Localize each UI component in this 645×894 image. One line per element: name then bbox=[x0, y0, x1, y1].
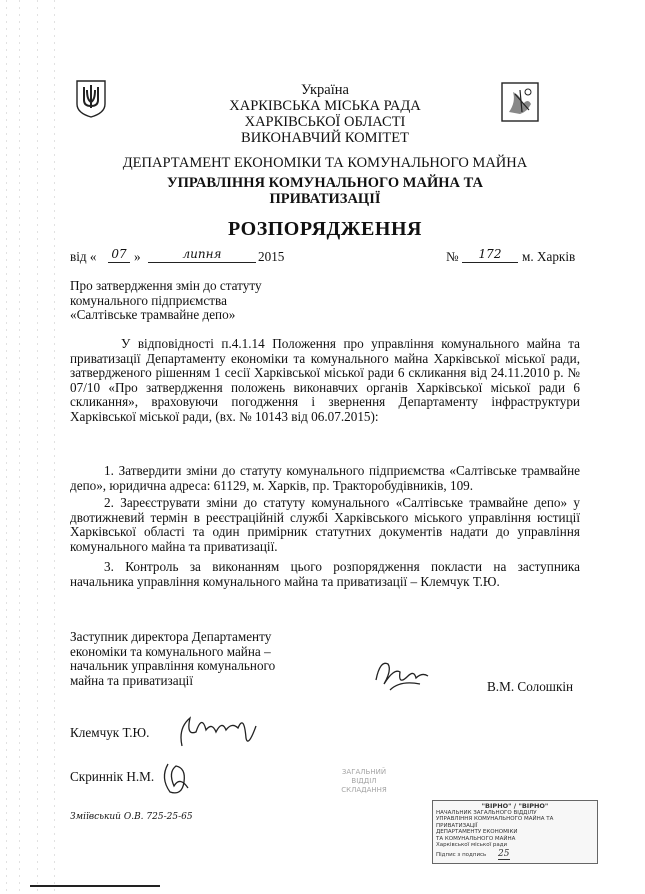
scan-noise bbox=[19, 0, 20, 894]
item-1-paragraph: 1. Затвердити зміни до статуту комунального підприємства «Салтівське трамвайне депо», юридична адреса: 61129, м. Харків, пр. Тракторобудівників, 109. bbox=[70, 463, 580, 493]
signatory-position bbox=[70, 630, 330, 688]
country-name: Україна bbox=[301, 82, 349, 98]
kharkiv-coat-of-arms-icon bbox=[501, 82, 539, 122]
order-number: 172 bbox=[462, 247, 518, 263]
city-name: м. Харків bbox=[522, 249, 576, 264]
stamp-line: ТА КОМУНАЛЬНОГО МАЙНА bbox=[436, 835, 516, 842]
stamp-sign-value: 25 bbox=[498, 848, 510, 859]
date-year: 2015 bbox=[258, 249, 285, 264]
position-line: Заступник директора Департаменту bbox=[70, 629, 272, 644]
header-block bbox=[150, 82, 500, 146]
stamp-line: Харківської міської ради bbox=[436, 842, 508, 848]
date-day: 07 bbox=[108, 247, 130, 263]
date-sep: » bbox=[134, 249, 141, 264]
stamp-sign-label: Підпис з подпись bbox=[436, 851, 487, 858]
bottom-rule bbox=[30, 885, 160, 887]
stamp-line: УПРАВЛІННЯ КОМУНАЛЬНОГО МАЙНА ТА ПРИВАТИЗАЦІЇ bbox=[436, 816, 554, 829]
stamp-line: СКЛАДАННЯ bbox=[341, 786, 387, 794]
registration-stamp bbox=[333, 768, 395, 812]
position-line: майна та приватизації bbox=[70, 672, 193, 688]
scan-noise bbox=[6, 0, 7, 894]
director-signature bbox=[370, 650, 440, 696]
scan-noise bbox=[37, 0, 38, 894]
position-line: начальник управління комунального bbox=[70, 658, 276, 674]
document-title: РОЗПОРЯДЖЕННЯ bbox=[228, 218, 422, 240]
council-name: ХАРКІВСЬКА МІСЬКА РАДА bbox=[229, 98, 421, 114]
approval-signature-1 bbox=[172, 708, 262, 752]
stamp-line: ВІДДІЛ bbox=[351, 777, 377, 785]
subject-line: комунального підприємства bbox=[70, 292, 227, 308]
approval-name-2: Скриннік Н.М. bbox=[70, 769, 155, 784]
trident-emblem-icon bbox=[74, 78, 108, 118]
date-prefix: від « bbox=[70, 249, 97, 264]
date-month: липня bbox=[148, 247, 256, 263]
approval-name-1: Клемчук Т.Ю. bbox=[70, 725, 150, 740]
approval-signature-2 bbox=[158, 758, 192, 798]
department-name: ДЕПАРТАМЕНТ ЕКОНОМІКИ ТА КОМУНАЛЬНОГО МАЙНА bbox=[122, 155, 528, 171]
certification-stamp bbox=[432, 800, 598, 864]
directorate-name-line1: УПРАВЛІННЯ КОМУНАЛЬНОГО МАЙНА ТА bbox=[166, 175, 484, 191]
item-3-paragraph: 3. Контроль за виконанням цього розпорядження покласти на заступника начальника управління комунального майна та приватизації – Клемчук Т.Ю. bbox=[70, 559, 580, 589]
executive-committee: ВИКОНАВЧИЙ КОМІТЕТ bbox=[241, 130, 409, 146]
stamp-line: ДЕПАРТАМЕНТУ ЕКОНОМІКИ bbox=[436, 829, 518, 835]
number-prefix: № bbox=[446, 249, 459, 264]
stamp-line: ЗАГАЛЬНИЙ bbox=[341, 768, 387, 776]
scan-noise bbox=[54, 0, 55, 894]
stamp-line: НАЧАЛЬНИК ЗАГАЛЬНОГО ВІДДІЛУ bbox=[436, 809, 537, 816]
stamp-title: "ВІРНО" / "ВІРНО" bbox=[481, 802, 549, 810]
item-2-paragraph: 2. Зареєструвати зміни до статуту комунального «Салтівське трамвайне депо» у двотижневий термін в реєстраційній службі Харківського міського управління юстиції Харківської області та один примірник статутних документів надати до управління комунального майна та приватизації. bbox=[70, 495, 580, 554]
date-number-line bbox=[70, 247, 590, 268]
signatory-name: В.М. Солошкін bbox=[487, 679, 574, 694]
council-region: ХАРКІВСЬКОЇ ОБЛАСТІ bbox=[244, 114, 406, 130]
subject-block bbox=[70, 279, 370, 323]
position-line: економіки та комунального майна – bbox=[70, 643, 271, 659]
subject-line: Про затвердження змін до статуту bbox=[70, 278, 262, 293]
subject-line: «Салтівське трамвайне депо» bbox=[70, 307, 236, 323]
preamble-paragraph: У відповідності п.4.1.14 Положення про управління комунального майна та приватизації Департаменту економіки та комунального майна Харківської міської ради, затвердженого рішенням 1 сесії Харківської міської ради 6 скликання від 24.11.2010 р. № 07/10 «Про затвердження положень виконавчих органів Харківської міської ради 6 скликання», враховуючи погодження і звернення Департаменту інфраструктури Харківської міської ради, (вх. № 10143 від 06.07.2015): bbox=[70, 336, 580, 424]
executor-note: Зміївський О.В. 725-25-65 bbox=[70, 812, 193, 822]
directorate-name-line2: ПРИВАТИЗАЦІЇ bbox=[269, 191, 381, 207]
